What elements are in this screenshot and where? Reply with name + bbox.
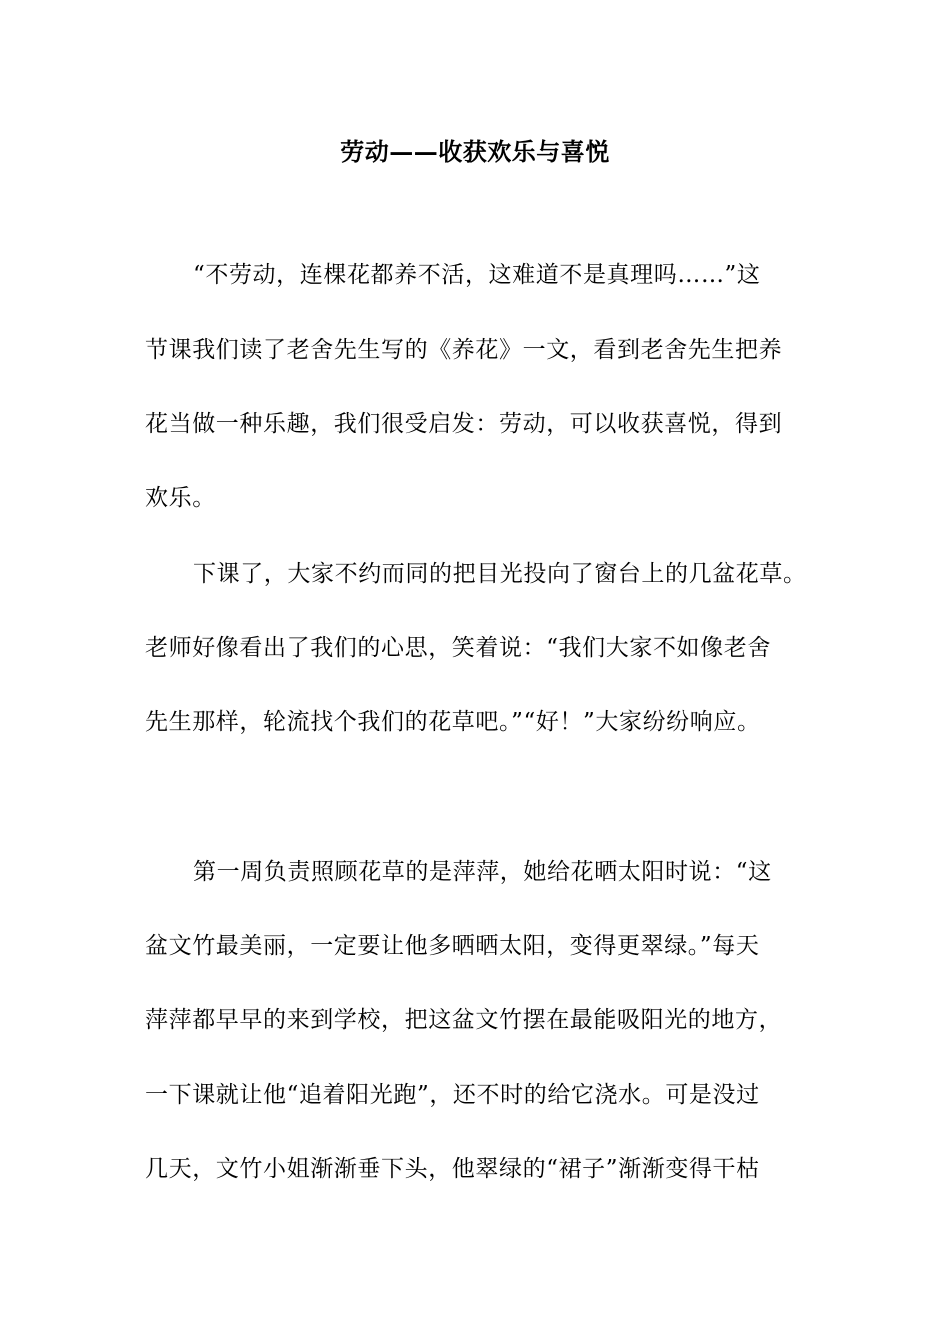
paragraph-1-line-2: 节课我们读了老舍先生写的《养花》一文，看到老舍先生把养 [145, 337, 783, 363]
paragraph-2-line-1: 下课了，大家不约而同的把目光投向了窗台上的几盆花草。 [193, 561, 807, 587]
paragraph-1-line-3: 花当做一种乐趣，我们很受启发：劳动，可以收获喜悦，得到 [145, 411, 783, 437]
paragraph-1-line-1: “不劳动，连棵花都养不活，这难道不是真理吗……”这 [193, 262, 761, 288]
paragraph-3-line-5: 几天，文竹小姐渐渐垂下头，他翠绿的“裙子”渐渐变得干枯 [145, 1156, 760, 1182]
document-title: 劳动——收获欢乐与喜悦 [340, 137, 610, 166]
paragraph-3-line-1: 第一周负责照顾花草的是萍萍，她给花晒太阳时说：“这 [193, 859, 772, 885]
paragraph-3-line-4: 一下课就让他“追着阳光跑”，还不时的给它浇水。可是没过 [145, 1082, 760, 1108]
paragraph-2-line-2: 老师好像看出了我们的心思，笑着说：“我们大家不如像老舍 [145, 635, 771, 661]
paragraph-3-line-3: 萍萍都早早的来到学校，把这盆文竹摆在最能吸阳光的地方， [145, 1007, 783, 1033]
paragraph-3-line-2: 盆文竹最美丽，一定要让他多晒晒太阳，变得更翠绿。”每天 [145, 933, 760, 959]
paragraph-2-line-3: 先生那样，轮流找个我们的花草吧。”“好！”大家纷纷响应。 [145, 709, 761, 735]
paragraph-1-line-4: 欢乐。 [145, 485, 216, 511]
